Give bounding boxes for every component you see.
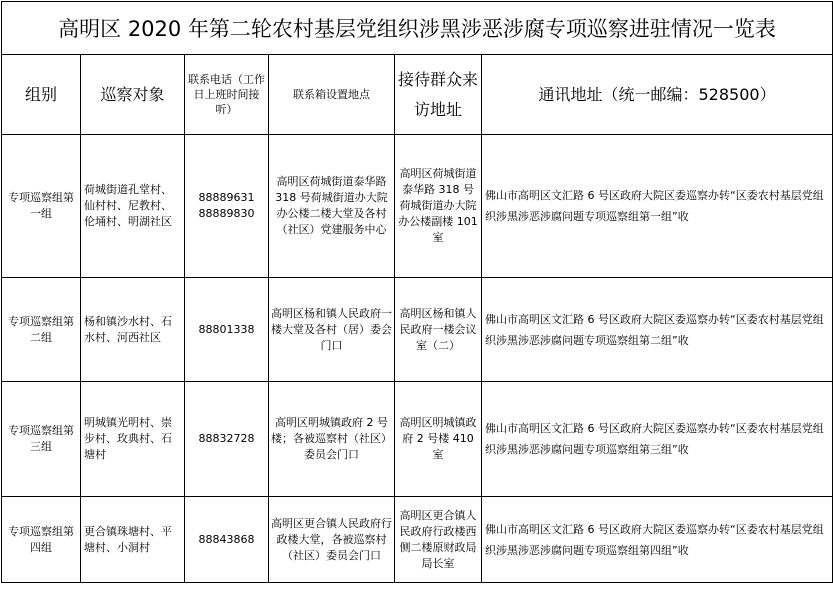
header-target: 巡察对象 xyxy=(81,55,185,135)
header-group: 组别 xyxy=(2,55,81,135)
phone-cell xyxy=(185,135,269,278)
group-cell: 专项巡察组第三组 xyxy=(2,382,81,497)
group-cell: 专项巡察组第二组 xyxy=(2,278,81,382)
table-row xyxy=(2,382,833,497)
table-title: 高明区 2020 年第二轮农村基层党组织涉黑涉恶涉腐专项巡察进驻情况一览表 xyxy=(2,2,833,55)
group-cell: 专项巡察组第四组 xyxy=(2,497,81,583)
mailbox-cell: 高明区明城镇政府 2 号楼；各被巡察村（社区）委员会门口 xyxy=(269,382,395,497)
address-cell: 佛山市高明区文汇路 6 号区政府大院区委巡察办转“区委农村基层党组织涉黑涉恶涉腐问题专项巡察组第二组”收 xyxy=(482,278,833,382)
header-row xyxy=(2,55,833,135)
header-address: 通讯地址（统一邮编：528500） xyxy=(482,55,833,135)
reception-cell: 高明区荷城街道泰华路 318 号荷城街道办大院办公楼副楼 101 室 xyxy=(395,135,482,278)
reception-cell: 高明区杨和镇人民政府一楼会议室（二） xyxy=(395,278,482,382)
address-cell: 佛山市高明区文汇路 6 号区政府大院区委巡察办转“区委农村基层党组织涉黑涉恶涉腐问题专项巡察组第三组”收 xyxy=(482,382,833,497)
target-cell: 荷城街道孔堂村、仙村村、尼教村、伦埇村、明湖社区 xyxy=(81,135,185,278)
document-sheet xyxy=(0,1,833,591)
phone-number: 88832728 xyxy=(198,432,255,445)
header-phone: 联系电话（工作日上班时间接听） xyxy=(185,55,269,135)
reception-cell: 高明区更合镇人民政府行政楼西侧二楼原财政局局长室 xyxy=(395,497,482,583)
mailbox-cell: 高明区荷城街道泰华路 318 号荷城街道办大院办公楼二楼大堂及各村（社区）党建服务中心 xyxy=(269,135,395,278)
phone-number: 88889830 xyxy=(198,207,255,220)
group-cell: 专项巡察组第一组 xyxy=(2,135,81,278)
mailbox-cell: 高明区更合镇人民政府行政楼大堂，各被巡察村（社区）委员会门口 xyxy=(269,497,395,583)
header-mailbox: 联系箱设置地点 xyxy=(269,55,395,135)
phone-cell xyxy=(185,382,269,497)
header-reception: 接待群众来访地址 xyxy=(395,55,482,135)
target-cell: 明城镇光明村、崇步村、玫典村、石塘村 xyxy=(81,382,185,497)
inspection-table xyxy=(1,1,833,583)
table-row xyxy=(2,278,833,382)
phone-cell xyxy=(185,497,269,583)
target-cell: 更合镇珠塘村、平塘村、小洞村 xyxy=(81,497,185,583)
phone-number: 88843868 xyxy=(198,532,255,546)
phone-number: 88801338 xyxy=(198,322,255,336)
mailbox-cell: 高明区杨和镇人民政府一楼大堂及各村（居）委会门口 xyxy=(269,278,395,382)
address-cell: 佛山市高明区文汇路 6 号区政府大院区委巡察办转“区委农村基层党组织涉黑涉恶涉腐问题专项巡察组第一组”收 xyxy=(482,135,833,278)
table-row xyxy=(2,497,833,583)
table-row xyxy=(2,135,833,278)
address-cell: 佛山市高明区文汇路 6 号区政府大院区委巡察办转“区委农村基层党组织涉黑涉恶涉腐问题专项巡察组第四组”收 xyxy=(482,497,833,583)
phone-number: 88889631 xyxy=(198,191,255,204)
phone-cell xyxy=(185,278,269,382)
reception-cell: 高明区明城镇政府 2 号楼 410 室 xyxy=(395,382,482,497)
target-cell: 杨和镇沙水村、石水村、河西社区 xyxy=(81,278,185,382)
